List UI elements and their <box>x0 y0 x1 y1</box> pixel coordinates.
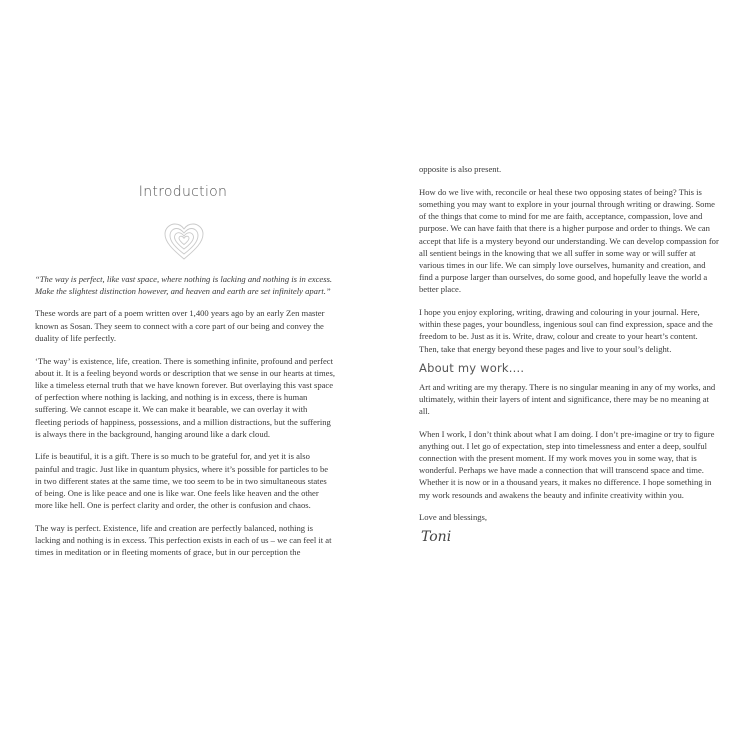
closing-line: Love and blessings, <box>419 512 488 523</box>
concentric-hearts-icon <box>162 222 206 262</box>
about-my-work-heading: About my work.... <box>419 361 525 376</box>
paragraph: Art and writing are my therapy. There is no singular meaning in any of my works, and ultimately, within their layers of intent and significance, there may be no meaning at all. <box>419 381 716 416</box>
right-page <box>375 0 750 750</box>
paragraph: The way is perfect. Existence, life and creation are perfectly balanced, nothing is lacking and nothing is in excess. This perfection exists in each of us – we can feel it at times in meditation or in fleeting moments of grace, but in our perception the <box>35 522 332 558</box>
paragraph: Life is beautiful, it is a gift. There is so much to be grateful for, and yet it is also painful and tragic. Just like in quantum physics, where it’s possible for particles to be in two different states at the same time, we too seem to be in two simultaneous states of being. One is like peace and one is like war. One feels like heaven and the other more like hell. One is perfect clarity and order, the other is confusion and chaos. <box>35 451 329 511</box>
page-title: Introduction <box>138 184 228 200</box>
paragraph: How do we live with, reconcile or heal these two opposing states of being? This is something you may want to explore in your journal through writing or drawing. Some of the things that come to mind for me are faith, acceptance, compassion, love and purpose. We can have faith that there is a higher purpose and order to things. We can accept that life is a mystery beyond our understanding. We can develop compassion for all sentient beings in the knowing that we all suffer in some way or will suffer at various times in our life. We can simply love ourselves, humanity and creation, and find a purpose larger than ourselves, do some good, and hopefully leave the world a better place. <box>419 186 719 295</box>
paragraph: opposite is also present. <box>419 164 502 174</box>
left-page-body <box>35 273 335 569</box>
right-page-body <box>419 163 719 554</box>
paragraph: When I work, I don’t think about what I am doing. I don’t pre-imagine or try to figure anything out. I let go of expectation, step into timelessness and enter a deep, soulful connection with the present moment. If my work moves you in some way, that is wonderful. Perhaps we have made a connection that will transcend space and time. Whether it is now or in a thousand years, it makes no difference. I hope something in my work resounds and awakens the beauty and infinite creativity within you. <box>419 428 715 500</box>
zen-quote: “The way is perfect, like vast space, where nothing is lacking and nothing is in excess. Make the slightest distinction however, and heaven and earth are set infinitely apart.” <box>35 274 333 297</box>
signature: Toni <box>421 529 452 546</box>
paragraph: These words are part of a poem written over 1,400 years ago by an early Zen master known as Sosan. They seem to connect with a core part of our being and convey the duality of life perfectly. <box>35 308 325 343</box>
paragraph: ‘The way’ is existence, life, creation. There is something infinite, profound and perfect about it. It is a feeling beyond words or description that we sense in our hearts at times, like a timeless eternal truth that we have known forever. But overlaying this vast space of perfection where nothing is lacking, and nothing is in excess, there is human suffering. We cannot escape it. We can make it bearable, we can overlay it with fleeting periods of happiness, possessions, and a million distractions, but the suffering is always there in the background, hanging around like a dark cloud. <box>35 355 335 439</box>
paragraph: I hope you enjoy exploring, writing, drawing and colouring in your journal. Here, within these pages, your boundless, ingenious soul can find expression, space and the freedom to be. Just as it is. Write, draw, colour and create to your heart’s content. Then, take that energy beyond these pages and live to your soul’s delight. <box>419 307 713 354</box>
